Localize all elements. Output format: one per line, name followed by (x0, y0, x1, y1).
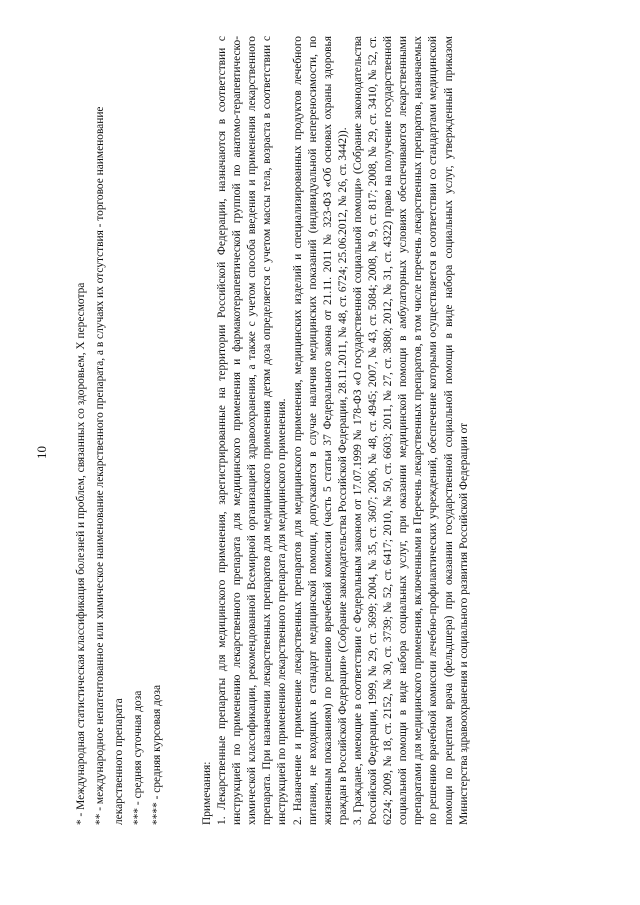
footnotes (72, 38, 167, 825)
note-item-3: 3. Граждане, имеющие в соответствии с Федеральным законом от 17.07.1999 № 178-ФЗ «О государственной социальной помощи» (Собрание законодательства Российской Федерации, 1999, № 29, ст. 3699; 2004, № 35, ст. 3607; 2006, № 48, ст. 4945; 2007, № 43, ст. 5084; 2008, № 9, ст. 817; 2008, № 29, ст. 3410, № 52, ст. 6224; 2009, № 18, ст. 2152, № 30, ст. 3739; № 52, ст. 6417; 2010, № 50, ст. 6603; 2011, № 27, ст. 3880; 2012, № 31, ст. 4322) право на получение государственной социальной помощи в виде набора социальных услуг, при оказании медицинской помощи в амбулаторных условиях обеспечиваются лекарственными препаратами для медицинского применения, включенными в Перечень лекарственных препаратов, в том числе перечень лекарственных препаратов, назначаемых по решению врачебной комиссии лечебно-профилактических учреждений, обеспечение которыми осуществляется в соответствии со стандартами медицинской помощи по рецептам врача (фельдшера) при оказании государственной социальной помощи в виде набора социальных услуг, утвержденный приказом Министерства здравоохранения и социального развития Российской Федерации от (351, 36, 470, 825)
notes-section (200, 36, 472, 825)
note-item-2: 2. Назначение и применение лекарственных препаратов для медицинского применения, медицинских изделий и специализированных продуктов лечебного питания, не входящих в стандарт медицинской помощи, допускаются в случае наличия медицинских показаний (индивидуальной непереносимости, по жизненным показаниям) по решению врачебной комиссии (часть 5 статьи 37 Федерального закона от 21.11. 2011 № 323-ФЗ «Об основах охраны здоровья граждан в Российской Федерации» (Собрание законодательства Российской Федерации, 28.11.2011, № 48, ст. 6724; 25.06.2012, № 26, ст. 3442)). (291, 36, 349, 825)
note-item-1: 1. Лекарственные препараты для медицинского применения, зарегистрированные на территории Российской Федерации, назначаются в соответствии с инструкцией по применению лекарственного препарата для медицинского применения и фармакотерапевтической группой по анатомо-терапевтическо-химической классификации, рекомендованной Всемирной организацией здравоохранения, а также с учетом способа введения и применения лекарственного препарата. При назначении лекарственных препаратов для медицинского применения детям доза определяется с учетом массы тела, возраста в соответствии с инструкцией по применению лекарственного препарата для медицинского применения. (216, 36, 289, 825)
notes-title: Примечания: (201, 761, 213, 825)
page-number: 10 (34, 446, 49, 459)
footnote-icd: * - Международная статистическая классификация болезней и проблем, связанных со здоровьем, X пересмотра (75, 282, 87, 825)
footnote-daily-dose: *** - средняя суточная доза (132, 690, 144, 825)
footnote-course-dose: **** - средняя курсовая доза (151, 684, 163, 825)
footnote-drug-name: ** - международное непатентованное или химическое наименование лекарственного препарата, а в случаях их отсутствия - торговое наименование лекарственного препарата (94, 106, 125, 825)
